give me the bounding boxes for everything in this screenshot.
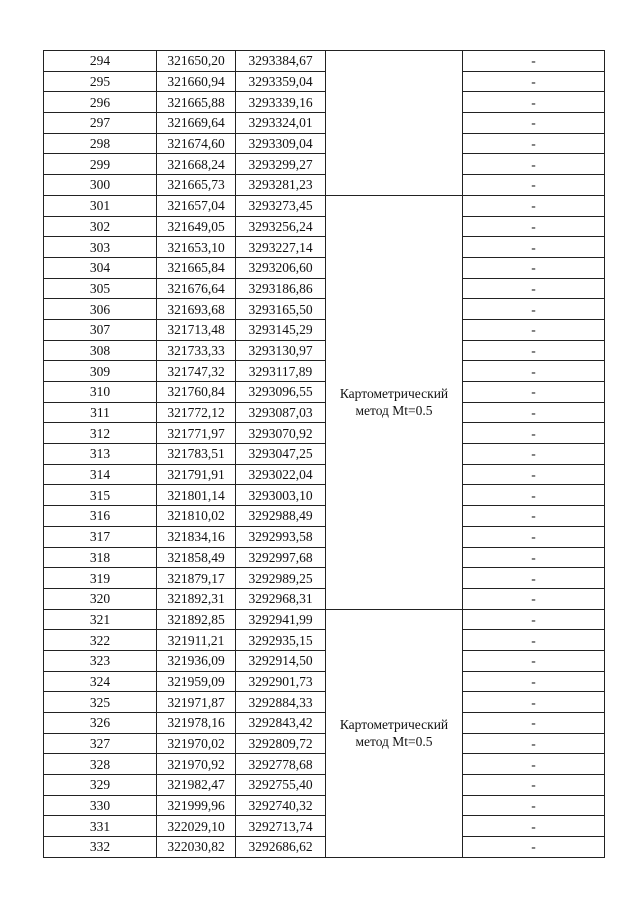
point-number-cell: 299 (44, 154, 157, 175)
note-cell: - (463, 692, 605, 713)
table-row (44, 113, 605, 134)
table-row (44, 340, 605, 361)
x-coordinate-cell: 321791,91 (157, 464, 236, 485)
note-cell: - (463, 650, 605, 671)
x-coordinate-cell: 321668,24 (157, 154, 236, 175)
point-number-cell: 329 (44, 775, 157, 796)
point-number-cell: 302 (44, 216, 157, 237)
x-coordinate-cell: 321801,14 (157, 485, 236, 506)
table-row (44, 361, 605, 382)
table-row (44, 216, 605, 237)
y-coordinate-cell: 3293117,89 (236, 361, 326, 382)
x-coordinate-cell: 321665,84 (157, 257, 236, 278)
y-coordinate-cell: 3292755,40 (236, 775, 326, 796)
y-coordinate-cell: 3293070,92 (236, 423, 326, 444)
method-cell (326, 51, 463, 196)
table-row (44, 464, 605, 485)
point-number-cell: 301 (44, 195, 157, 216)
method-cell: Картометрический метод Mt=0.5 (326, 609, 463, 857)
point-number-cell: 296 (44, 92, 157, 113)
note-cell: - (463, 299, 605, 320)
note-cell: - (463, 382, 605, 403)
x-coordinate-cell: 322030,82 (157, 837, 236, 858)
point-number-cell: 332 (44, 837, 157, 858)
note-cell: - (463, 361, 605, 382)
x-coordinate-cell: 321660,94 (157, 71, 236, 92)
note-cell: - (463, 71, 605, 92)
note-cell: - (463, 257, 605, 278)
y-coordinate-cell: 3292914,50 (236, 650, 326, 671)
y-coordinate-cell: 3292884,33 (236, 692, 326, 713)
table-row (44, 588, 605, 609)
x-coordinate-cell: 321653,10 (157, 237, 236, 258)
note-cell: - (463, 795, 605, 816)
point-number-cell: 294 (44, 51, 157, 72)
note-cell: - (463, 630, 605, 651)
point-number-cell: 309 (44, 361, 157, 382)
y-coordinate-cell: 3293309,04 (236, 133, 326, 154)
point-number-cell: 305 (44, 278, 157, 299)
table-row (44, 506, 605, 527)
point-number-cell: 307 (44, 319, 157, 340)
y-coordinate-cell: 3293206,60 (236, 257, 326, 278)
y-coordinate-cell: 3293087,03 (236, 402, 326, 423)
y-coordinate-cell: 3292713,74 (236, 816, 326, 837)
table-row (44, 733, 605, 754)
point-number-cell: 323 (44, 650, 157, 671)
note-cell: - (463, 837, 605, 858)
table-row (44, 278, 605, 299)
note-cell: - (463, 216, 605, 237)
note-cell: - (463, 609, 605, 630)
table-row (44, 257, 605, 278)
note-cell: - (463, 671, 605, 692)
note-cell: - (463, 464, 605, 485)
y-coordinate-cell: 3292988,49 (236, 506, 326, 527)
point-number-cell: 304 (44, 257, 157, 278)
x-coordinate-cell: 321978,16 (157, 713, 236, 734)
table-row (44, 526, 605, 547)
y-coordinate-cell: 3292843,42 (236, 713, 326, 734)
point-number-cell: 295 (44, 71, 157, 92)
table-row (44, 816, 605, 837)
x-coordinate-cell: 321892,85 (157, 609, 236, 630)
point-number-cell: 330 (44, 795, 157, 816)
x-coordinate-cell: 321665,88 (157, 92, 236, 113)
y-coordinate-cell: 3293273,45 (236, 195, 326, 216)
table-row (44, 692, 605, 713)
note-cell: - (463, 340, 605, 361)
point-number-cell: 303 (44, 237, 157, 258)
note-cell: - (463, 133, 605, 154)
x-coordinate-cell: 321879,17 (157, 568, 236, 589)
y-coordinate-cell: 3292778,68 (236, 754, 326, 775)
y-coordinate-cell: 3293299,27 (236, 154, 326, 175)
y-coordinate-cell: 3292941,99 (236, 609, 326, 630)
point-number-cell: 316 (44, 506, 157, 527)
x-coordinate-cell: 321772,12 (157, 402, 236, 423)
point-number-cell: 320 (44, 588, 157, 609)
y-coordinate-cell: 3292989,25 (236, 568, 326, 589)
table-row (44, 423, 605, 444)
table-row (44, 485, 605, 506)
point-number-cell: 310 (44, 382, 157, 403)
y-coordinate-cell: 3293227,14 (236, 237, 326, 258)
coordinates-table-body (44, 51, 605, 858)
table-row (44, 175, 605, 196)
x-coordinate-cell: 321760,84 (157, 382, 236, 403)
point-number-cell: 306 (44, 299, 157, 320)
y-coordinate-cell: 3293324,01 (236, 113, 326, 134)
note-cell: - (463, 444, 605, 465)
point-number-cell: 327 (44, 733, 157, 754)
note-cell: - (463, 485, 605, 506)
y-coordinate-cell: 3293096,55 (236, 382, 326, 403)
table-row (44, 837, 605, 858)
table-row (44, 71, 605, 92)
x-coordinate-cell: 321674,60 (157, 133, 236, 154)
note-cell: - (463, 154, 605, 175)
x-coordinate-cell: 321747,32 (157, 361, 236, 382)
table-row (44, 444, 605, 465)
note-cell: - (463, 319, 605, 340)
y-coordinate-cell: 3293281,23 (236, 175, 326, 196)
x-coordinate-cell: 321892,31 (157, 588, 236, 609)
x-coordinate-cell: 321936,09 (157, 650, 236, 671)
y-coordinate-cell: 3292935,15 (236, 630, 326, 651)
note-cell: - (463, 92, 605, 113)
point-number-cell: 298 (44, 133, 157, 154)
x-coordinate-cell: 321858,49 (157, 547, 236, 568)
table-row (44, 795, 605, 816)
method-cell: Картометрический метод Mt=0.5 (326, 195, 463, 609)
point-number-cell: 325 (44, 692, 157, 713)
table-row (44, 671, 605, 692)
note-cell: - (463, 588, 605, 609)
y-coordinate-cell: 3292901,73 (236, 671, 326, 692)
x-coordinate-cell: 321693,68 (157, 299, 236, 320)
note-cell: - (463, 526, 605, 547)
table-row (44, 195, 605, 216)
table-row (44, 650, 605, 671)
y-coordinate-cell: 3293359,04 (236, 71, 326, 92)
table-row (44, 92, 605, 113)
x-coordinate-cell: 321971,87 (157, 692, 236, 713)
point-number-cell: 300 (44, 175, 157, 196)
table-row (44, 713, 605, 734)
y-coordinate-cell: 3293145,29 (236, 319, 326, 340)
y-coordinate-cell: 3293130,97 (236, 340, 326, 361)
point-number-cell: 324 (44, 671, 157, 692)
note-cell: - (463, 175, 605, 196)
note-cell: - (463, 775, 605, 796)
table-row (44, 775, 605, 796)
note-cell: - (463, 816, 605, 837)
table-row (44, 237, 605, 258)
point-number-cell: 297 (44, 113, 157, 134)
table-row (44, 547, 605, 568)
y-coordinate-cell: 3293047,25 (236, 444, 326, 465)
point-number-cell: 322 (44, 630, 157, 651)
point-number-cell: 326 (44, 713, 157, 734)
y-coordinate-cell: 3293165,50 (236, 299, 326, 320)
x-coordinate-cell: 321665,73 (157, 175, 236, 196)
table-row (44, 299, 605, 320)
x-coordinate-cell: 321834,16 (157, 526, 236, 547)
note-cell: - (463, 237, 605, 258)
table-row (44, 154, 605, 175)
x-coordinate-cell: 321713,48 (157, 319, 236, 340)
table-row (44, 630, 605, 651)
x-coordinate-cell: 322029,10 (157, 816, 236, 837)
note-cell: - (463, 713, 605, 734)
table-row (44, 568, 605, 589)
note-cell: - (463, 195, 605, 216)
x-coordinate-cell: 321650,20 (157, 51, 236, 72)
table-row (44, 319, 605, 340)
x-coordinate-cell: 321810,02 (157, 506, 236, 527)
point-number-cell: 313 (44, 444, 157, 465)
y-coordinate-cell: 3292686,62 (236, 837, 326, 858)
x-coordinate-cell: 321982,47 (157, 775, 236, 796)
note-cell: - (463, 733, 605, 754)
y-coordinate-cell: 3292740,32 (236, 795, 326, 816)
note-cell: - (463, 402, 605, 423)
point-number-cell: 314 (44, 464, 157, 485)
table-row (44, 382, 605, 403)
note-cell: - (463, 423, 605, 444)
x-coordinate-cell: 321771,97 (157, 423, 236, 444)
table-row (44, 51, 605, 72)
y-coordinate-cell: 3292997,68 (236, 547, 326, 568)
y-coordinate-cell: 3293384,67 (236, 51, 326, 72)
x-coordinate-cell: 321657,04 (157, 195, 236, 216)
y-coordinate-cell: 3293186,86 (236, 278, 326, 299)
x-coordinate-cell: 321959,09 (157, 671, 236, 692)
point-number-cell: 317 (44, 526, 157, 547)
x-coordinate-cell: 321649,05 (157, 216, 236, 237)
x-coordinate-cell: 321999,96 (157, 795, 236, 816)
note-cell: - (463, 51, 605, 72)
x-coordinate-cell: 321669,64 (157, 113, 236, 134)
y-coordinate-cell: 3293003,10 (236, 485, 326, 506)
note-cell: - (463, 547, 605, 568)
y-coordinate-cell: 3293256,24 (236, 216, 326, 237)
table-row (44, 133, 605, 154)
table-row (44, 609, 605, 630)
table-row (44, 754, 605, 775)
x-coordinate-cell: 321911,21 (157, 630, 236, 651)
y-coordinate-cell: 3293339,16 (236, 92, 326, 113)
y-coordinate-cell: 3293022,04 (236, 464, 326, 485)
x-coordinate-cell: 321970,02 (157, 733, 236, 754)
y-coordinate-cell: 3292809,72 (236, 733, 326, 754)
note-cell: - (463, 568, 605, 589)
x-coordinate-cell: 321783,51 (157, 444, 236, 465)
point-number-cell: 318 (44, 547, 157, 568)
y-coordinate-cell: 3292993,58 (236, 526, 326, 547)
x-coordinate-cell: 321676,64 (157, 278, 236, 299)
point-number-cell: 328 (44, 754, 157, 775)
coordinates-table (43, 50, 605, 858)
x-coordinate-cell: 321970,92 (157, 754, 236, 775)
y-coordinate-cell: 3292968,31 (236, 588, 326, 609)
point-number-cell: 312 (44, 423, 157, 444)
table-row (44, 402, 605, 423)
note-cell: - (463, 506, 605, 527)
note-cell: - (463, 754, 605, 775)
point-number-cell: 315 (44, 485, 157, 506)
point-number-cell: 311 (44, 402, 157, 423)
note-cell: - (463, 278, 605, 299)
point-number-cell: 308 (44, 340, 157, 361)
point-number-cell: 331 (44, 816, 157, 837)
x-coordinate-cell: 321733,33 (157, 340, 236, 361)
note-cell: - (463, 113, 605, 134)
point-number-cell: 319 (44, 568, 157, 589)
point-number-cell: 321 (44, 609, 157, 630)
